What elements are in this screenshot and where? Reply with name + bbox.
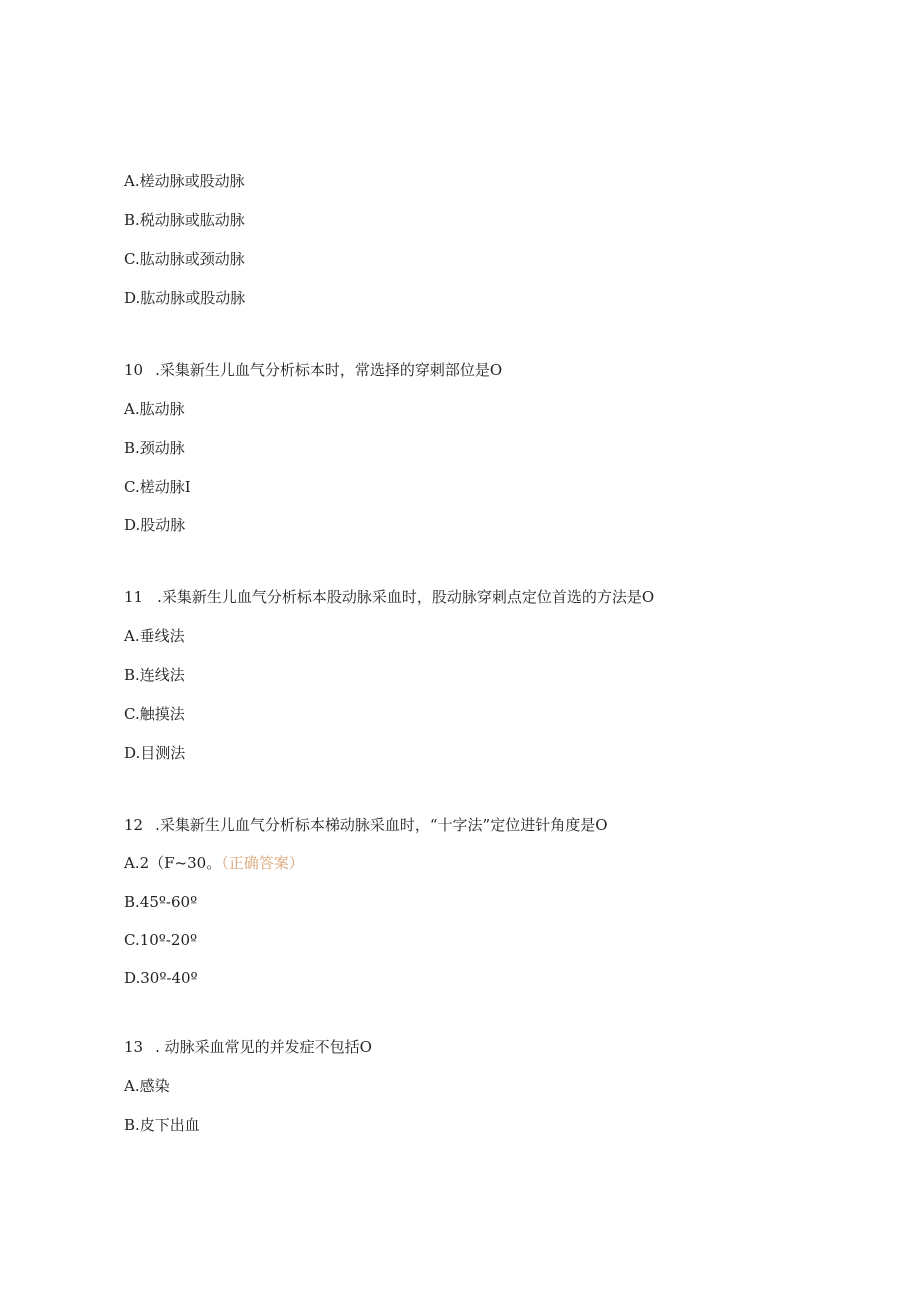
q11-option-c: C.触摸法 [124, 705, 185, 723]
question-text: .采集新生儿血气分析标本时，常选择的穿刺部位是O [155, 361, 503, 379]
q11-option-d: D.目测法 [124, 744, 186, 762]
q10-option-a: A.肱动脉 [124, 400, 185, 418]
q12-option-c: C.10º-20º [124, 931, 198, 949]
question-number: 10 [124, 361, 144, 379]
question-11-stem [124, 587, 654, 607]
prev-option-d: D.肱动脉或股动脉 [124, 289, 246, 307]
q12-option-a [124, 853, 304, 873]
q13-option-a: A.感染 [124, 1077, 170, 1095]
question-13-stem [124, 1037, 372, 1057]
question-number: 13 [124, 1038, 144, 1056]
prev-option-c: C.肱动脉或颈动脉 [124, 250, 245, 268]
question-text: . 动脉采血常见的并发症不包括O [155, 1038, 372, 1056]
question-text: .采集新生儿血气分析标本梯动脉采血时，“十字法”定位进针角度是O [155, 816, 608, 834]
q12-option-d: D.30º-40º [124, 969, 198, 987]
q12-option-b: B.45º-60º [124, 893, 198, 911]
q13-option-b: B.皮下出血 [124, 1116, 200, 1134]
q10-option-b: B.颈动脉 [124, 439, 185, 457]
question-number: 11 [124, 588, 144, 606]
prev-option-b: B.税动脉或肱动脉 [124, 211, 245, 229]
q10-option-d: D.股动脉 [124, 516, 186, 534]
q10-option-c: C.槎动脉I [124, 478, 191, 496]
option-text: A.2（F~30。 [124, 854, 222, 872]
question-text: .采集新生儿血气分析标本股动脉采血时，股动脉穿刺点定位首选的方法是O [157, 588, 655, 606]
question-10-stem [124, 360, 502, 380]
prev-option-a: A.槎动脉或股动脉 [124, 172, 245, 190]
q11-option-a: A.垂线法 [124, 627, 185, 645]
question-number: 12 [124, 816, 144, 834]
q11-option-b: B.连线法 [124, 666, 185, 684]
correct-answer-mark: （正确答案） [221, 854, 304, 872]
question-12-stem [124, 815, 608, 835]
